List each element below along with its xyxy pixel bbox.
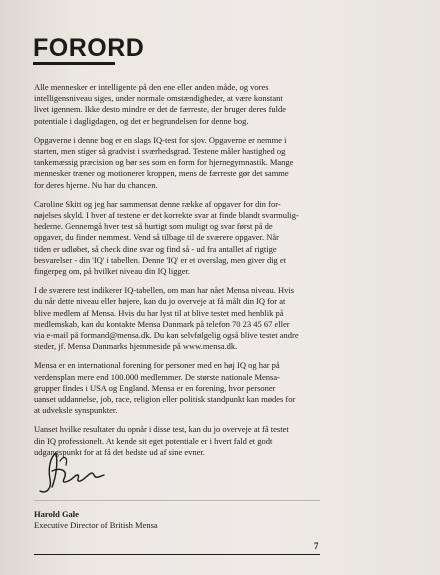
author-role: Executive Director of British Mensa [34, 520, 158, 530]
foreword-body [34, 82, 317, 466]
paragraph-3: Caroline Skitt og jeg har sammensat denne række af opgaver for din for- nøjelses skyld. I hver af testene er det korrekte svar at finde blandt svarmulig- hederne. Gennemgå hver test så hurtigt som muligt og svar først på de opgaver, du finder nemmest. Vend så tilbage til de sværere opgaver. Når tiden er udløbet, så check dine svar og find så - ud fra antallet af rigtige besvarelser - din 'IQ' i tabellen. Denne 'IQ' er et overslag, men giver dig et fingerpeg om, på hvilket niveau din IQ ligger. [34, 198, 299, 277]
handwritten-signature [34, 447, 106, 497]
signature-line [34, 500, 320, 501]
paragraph-4: I de sværere test indikerer IQ-tabellen, om man har nået Mensa niveau. Hvis du når dette niveau eller højere, kan du jo overveje at få målt din IQ for at blive medlem af Mensa. Hvis du har lyst til at blive testet med henblik på medlemskab, kan du kontakte Mensa Danmark på telefon 70 23 45 67 eller via e-mail på formand@mensa.dk. Du kan selvfølgelig også blive testet andre steder, jf. Mensa Danmarks hjemmeside på www.mensa.dk. [34, 285, 299, 352]
page-number: 7 [314, 541, 319, 551]
page-title: FORORD [33, 34, 145, 62]
paragraph-1: Alle mennesker er intelligente på den ene eller anden måde, og vores intelligensniveau siges, under normale omstændigheder, at være konstant livet igennem. Ikke desto mindre er det de færreste, der bruger deres fulde potentiale i dagligdagen, og det er begrundelsen for denne bog. [34, 82, 287, 126]
footer-rule [34, 554, 320, 555]
author-name: Harold Gale [34, 509, 79, 519]
paragraph-6: Uanset hvilke resultater du opnår i disse test, kan du jo overveje at få testet din IQ professionelt. At kende sit eget potentiale er i hvert fald et godt udgangspunkt for at få det bedste ud af sine evner. [34, 424, 289, 457]
paragraph-2: Opgaverne i denne bog er en slags IQ-test for sjov. Opgaverne er nemme i starten, men stiger så gradvist i sværhedsgrad. Testene måler hastighed og tankemæssig præcision og bør ses som en form for hjernegymnastik. Mange mennesker træner og motionerer kroppen, mens de færreste gør det samme for deres hjerne. Nu har du chancen. [34, 134, 294, 190]
paragraph-5: Mensa er en international forening for personer med en høj IQ og har på verdensplan mere end 100.000 medlemmer. De største nationale Mensa- grupper findes i USA og England. Mensa er en forening, hvor personer uanset uddannelse, job, race, religion eller politisk standpunkt kan mødes for at udveksle synspunkter. [34, 360, 296, 416]
title-underline [33, 62, 115, 65]
